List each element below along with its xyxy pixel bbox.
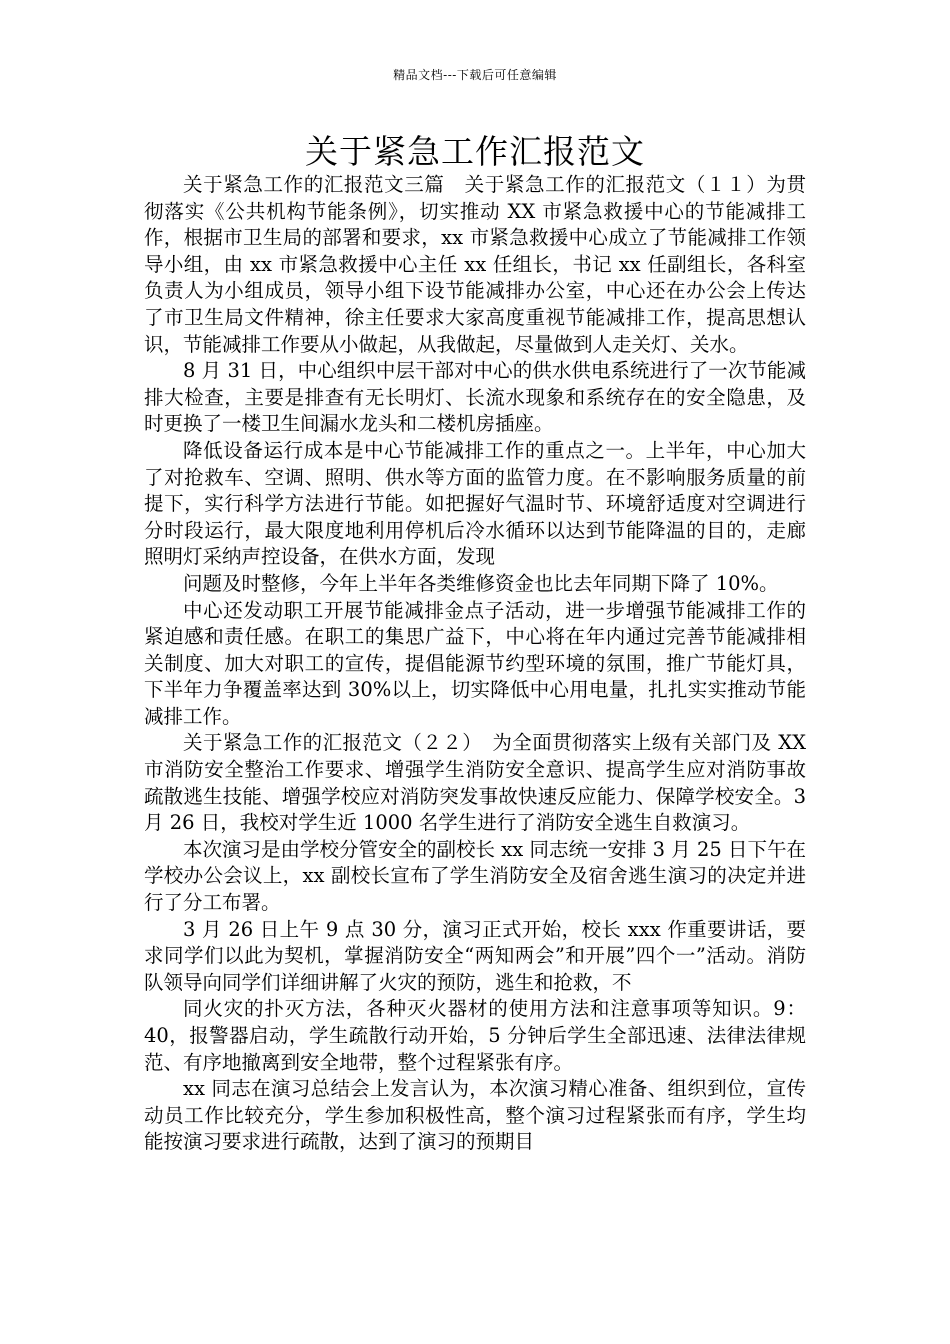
- paragraph: 问题及时整修，今年上半年各类维修资金也比去年同期下降了 10%。: [183, 571, 779, 595]
- document-title: 关于紧急工作汇报范文: [305, 132, 645, 171]
- header-note: 精品文档---下载后可任意编辑: [393, 68, 557, 82]
- paragraph: 降低设备运行成本是中心节能减排工作的重点之一。上半年，中心加大了对抢救车、空调、照明、供水等方面的监管力度。在不影响服务质量的前提下，实行科学方法进行节能。如把握好气温时节、环境舒适度对空调进行分时段运行，最大限度地利用停机后冷水循环以达到节能降温的目的，走廊照明灯采纳声控设备，在供水方面，发现: [144, 438, 806, 569]
- paragraph: 3 月 26 日上午 9 点 30 分，演习正式开始，校长 xxx 作重要讲话，要求同学们以此为契机，掌握消防安全“两知两会”和开展”四个一”活动。消防队领导向同学们详细讲解了火灾的预防，逃生和抢救，不: [144, 917, 806, 994]
- paragraph: 关于紧急工作的汇报范文三篇 关于紧急工作的汇报范文（１１）为贯彻落实《公共机构节能条例》，切实推动 XX 市紧急救援中心的节能减排工作，根据市卫生局的部署和要求，xx 市紧急救援中心成立了节能减排工作领导小组，由 xx 市紧急救援中心主任 xx 任组长，书记 xx 任副组长，各科室负责人为小组成员，领导小组下设节能减排办公室，中心还在办公会上传达了市卫生局文件精神，徐主任要求大家高度重视节能减排工作，提高思想认识，节能减排工作要从小做起，从我做起，尽量做到人走关灯、关水。: [144, 173, 806, 356]
- paragraph: 关于紧急工作的汇报范文（２２） 为全面贯彻落实上级有关部门及 XX 市消防安全整治工作要求、增强学生消防安全意识、提高学生应对消防事故疏散逃生技能、增强学校应对消防突发事故快速反应能力、保障学校安全。3 月 26 日，我校对学生近 1000 名学生进行了消防安全逃生自救演习。: [144, 731, 806, 835]
- paragraph: xx 同志在演习总结会上发言认为，本次演习精心准备、组织到位，宣传动员工作比较充分，学生参加积极性高，整个演习过程紧张而有序，学生均能按演习要求进行疏散，达到了演习的预期目: [144, 1077, 806, 1154]
- paragraph: 中心还发动职工开展节能减排金点子活动，进一步增强节能减排工作的紧迫感和责任感。在职工的集思广益下，中心将在年内通过完善节能减排相关制度、加大对职工的宣传，提倡能源节约型环境的氛围，推广节能灯具，下半年力争覆盖率达到 30%以上，切实降低中心用电量，扎扎实实推动节能减排工作。: [144, 598, 806, 728]
- paragraph: 本次演习是由学校分管安全的副校长 xx 同志统一安排 3 月 25 日下午在学校办公会议上，xx 副校长宣布了学生消防安全及宿舍逃生演习的决定并进行了分工布署。: [144, 837, 806, 915]
- paragraph: 8 月 31 日，中心组织中层干部对中心的供水供电系统进行了一次节能减排大检查，主要是排查有无长明灯、长流水现象和系统存在的安全隐患，及时更换了一楼卫生间漏水龙头和二楼机房插座。: [144, 359, 806, 436]
- paragraph: 同火灾的扑灭方法，各种灭火器材的使用方法和注意事项等知识。9：40，报警器启动，学生疏散行动开始，5 分钟后学生全部迅速、法律法律规范、有序地撤离到安全地带，整个过程紧张有序。: [144, 997, 806, 1074]
- document-body: [144, 172, 806, 1156]
